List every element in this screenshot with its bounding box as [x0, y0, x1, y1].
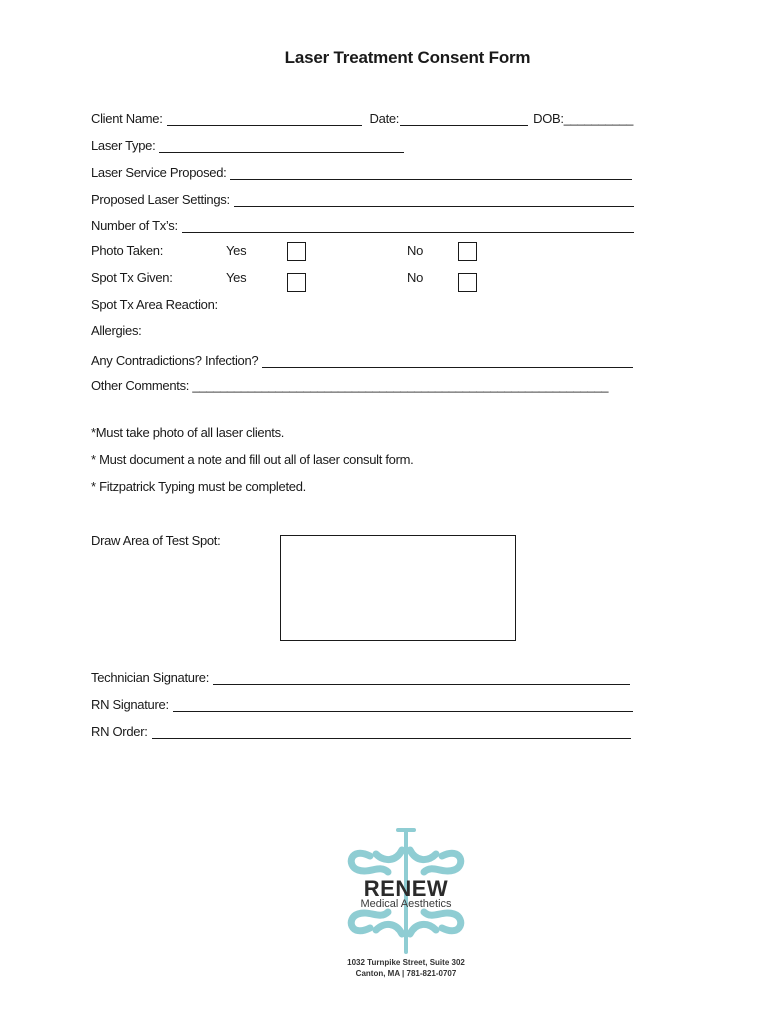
- tech-signature-label: Technician Signature:: [91, 670, 210, 685]
- rn-order-field[interactable]: [152, 725, 631, 739]
- num-tx-row: [91, 215, 634, 233]
- test-spot-drawing-box[interactable]: [280, 535, 516, 641]
- date-field[interactable]: [400, 112, 528, 126]
- photo-yes-checkbox[interactable]: [287, 242, 306, 261]
- logo-address-line2: Canton, MA | 781-821-0707: [355, 969, 457, 978]
- settings-field[interactable]: [234, 193, 634, 207]
- tech-signature-row: [91, 667, 630, 685]
- spot-no-label: No: [407, 270, 424, 285]
- dob-field[interactable]: DOB:__________: [533, 111, 634, 126]
- allergies-label: Allergies:: [91, 323, 142, 338]
- client-name-field[interactable]: [167, 112, 362, 126]
- note-document: * Must document a note and fill out all of laser consult form.: [91, 452, 414, 467]
- client-name-row: [91, 108, 633, 126]
- other-comments-field[interactable]: Other Comments: ____________________________________________________________: [91, 378, 609, 393]
- date-label: Date:: [369, 111, 400, 126]
- rn-order-row: [91, 721, 631, 739]
- draw-area-label: Draw Area of Test Spot:: [91, 533, 221, 548]
- laser-type-row: [91, 135, 404, 153]
- photo-no-label: No: [407, 243, 424, 258]
- photo-no-checkbox[interactable]: [458, 242, 477, 261]
- spot-reaction-label: Spot Tx Area Reaction:: [91, 297, 218, 312]
- spot-no-checkbox[interactable]: [458, 273, 477, 292]
- settings-row: [91, 189, 634, 207]
- settings-label: Proposed Laser Settings:: [91, 192, 230, 207]
- laser-type-label: Laser Type:: [91, 138, 156, 153]
- logo-address-line1: 1032 Turnpike Street, Suite 302: [347, 958, 465, 967]
- photo-yes-label: Yes: [226, 243, 247, 258]
- spot-tx-label: Spot Tx Given:: [91, 270, 173, 285]
- spot-yes-label: Yes: [226, 270, 247, 285]
- spot-yes-checkbox[interactable]: [287, 273, 306, 292]
- contradictions-field[interactable]: [262, 354, 633, 368]
- service-label: Laser Service Proposed:: [91, 165, 227, 180]
- contradictions-label: Any Contradictions? Infection?: [91, 353, 259, 368]
- client-name-label: Client Name:: [91, 111, 163, 126]
- photo-taken-label: Photo Taken:: [91, 243, 164, 258]
- rn-signature-label: RN Signature:: [91, 697, 169, 712]
- note-photo: *Must take photo of all laser clients.: [91, 425, 285, 440]
- rn-signature-field[interactable]: [173, 698, 633, 712]
- service-row: [91, 162, 632, 180]
- rn-order-label: RN Order:: [91, 724, 148, 739]
- logo-subtitle: Medical Aesthetics: [360, 898, 452, 910]
- form-title: Laser Treatment Consent Form: [284, 48, 531, 67]
- rn-signature-row: [91, 694, 633, 712]
- contradictions-row: [91, 350, 633, 368]
- service-field[interactable]: [230, 166, 632, 180]
- num-tx-label: Number of Tx’s:: [91, 218, 178, 233]
- laser-type-field[interactable]: [159, 139, 404, 153]
- tech-signature-field[interactable]: [213, 671, 630, 685]
- num-tx-field[interactable]: [182, 219, 634, 233]
- logo-brand-name: RENEW: [363, 876, 449, 901]
- note-fitzpatrick: * Fitzpatrick Typing must be completed.: [91, 479, 306, 494]
